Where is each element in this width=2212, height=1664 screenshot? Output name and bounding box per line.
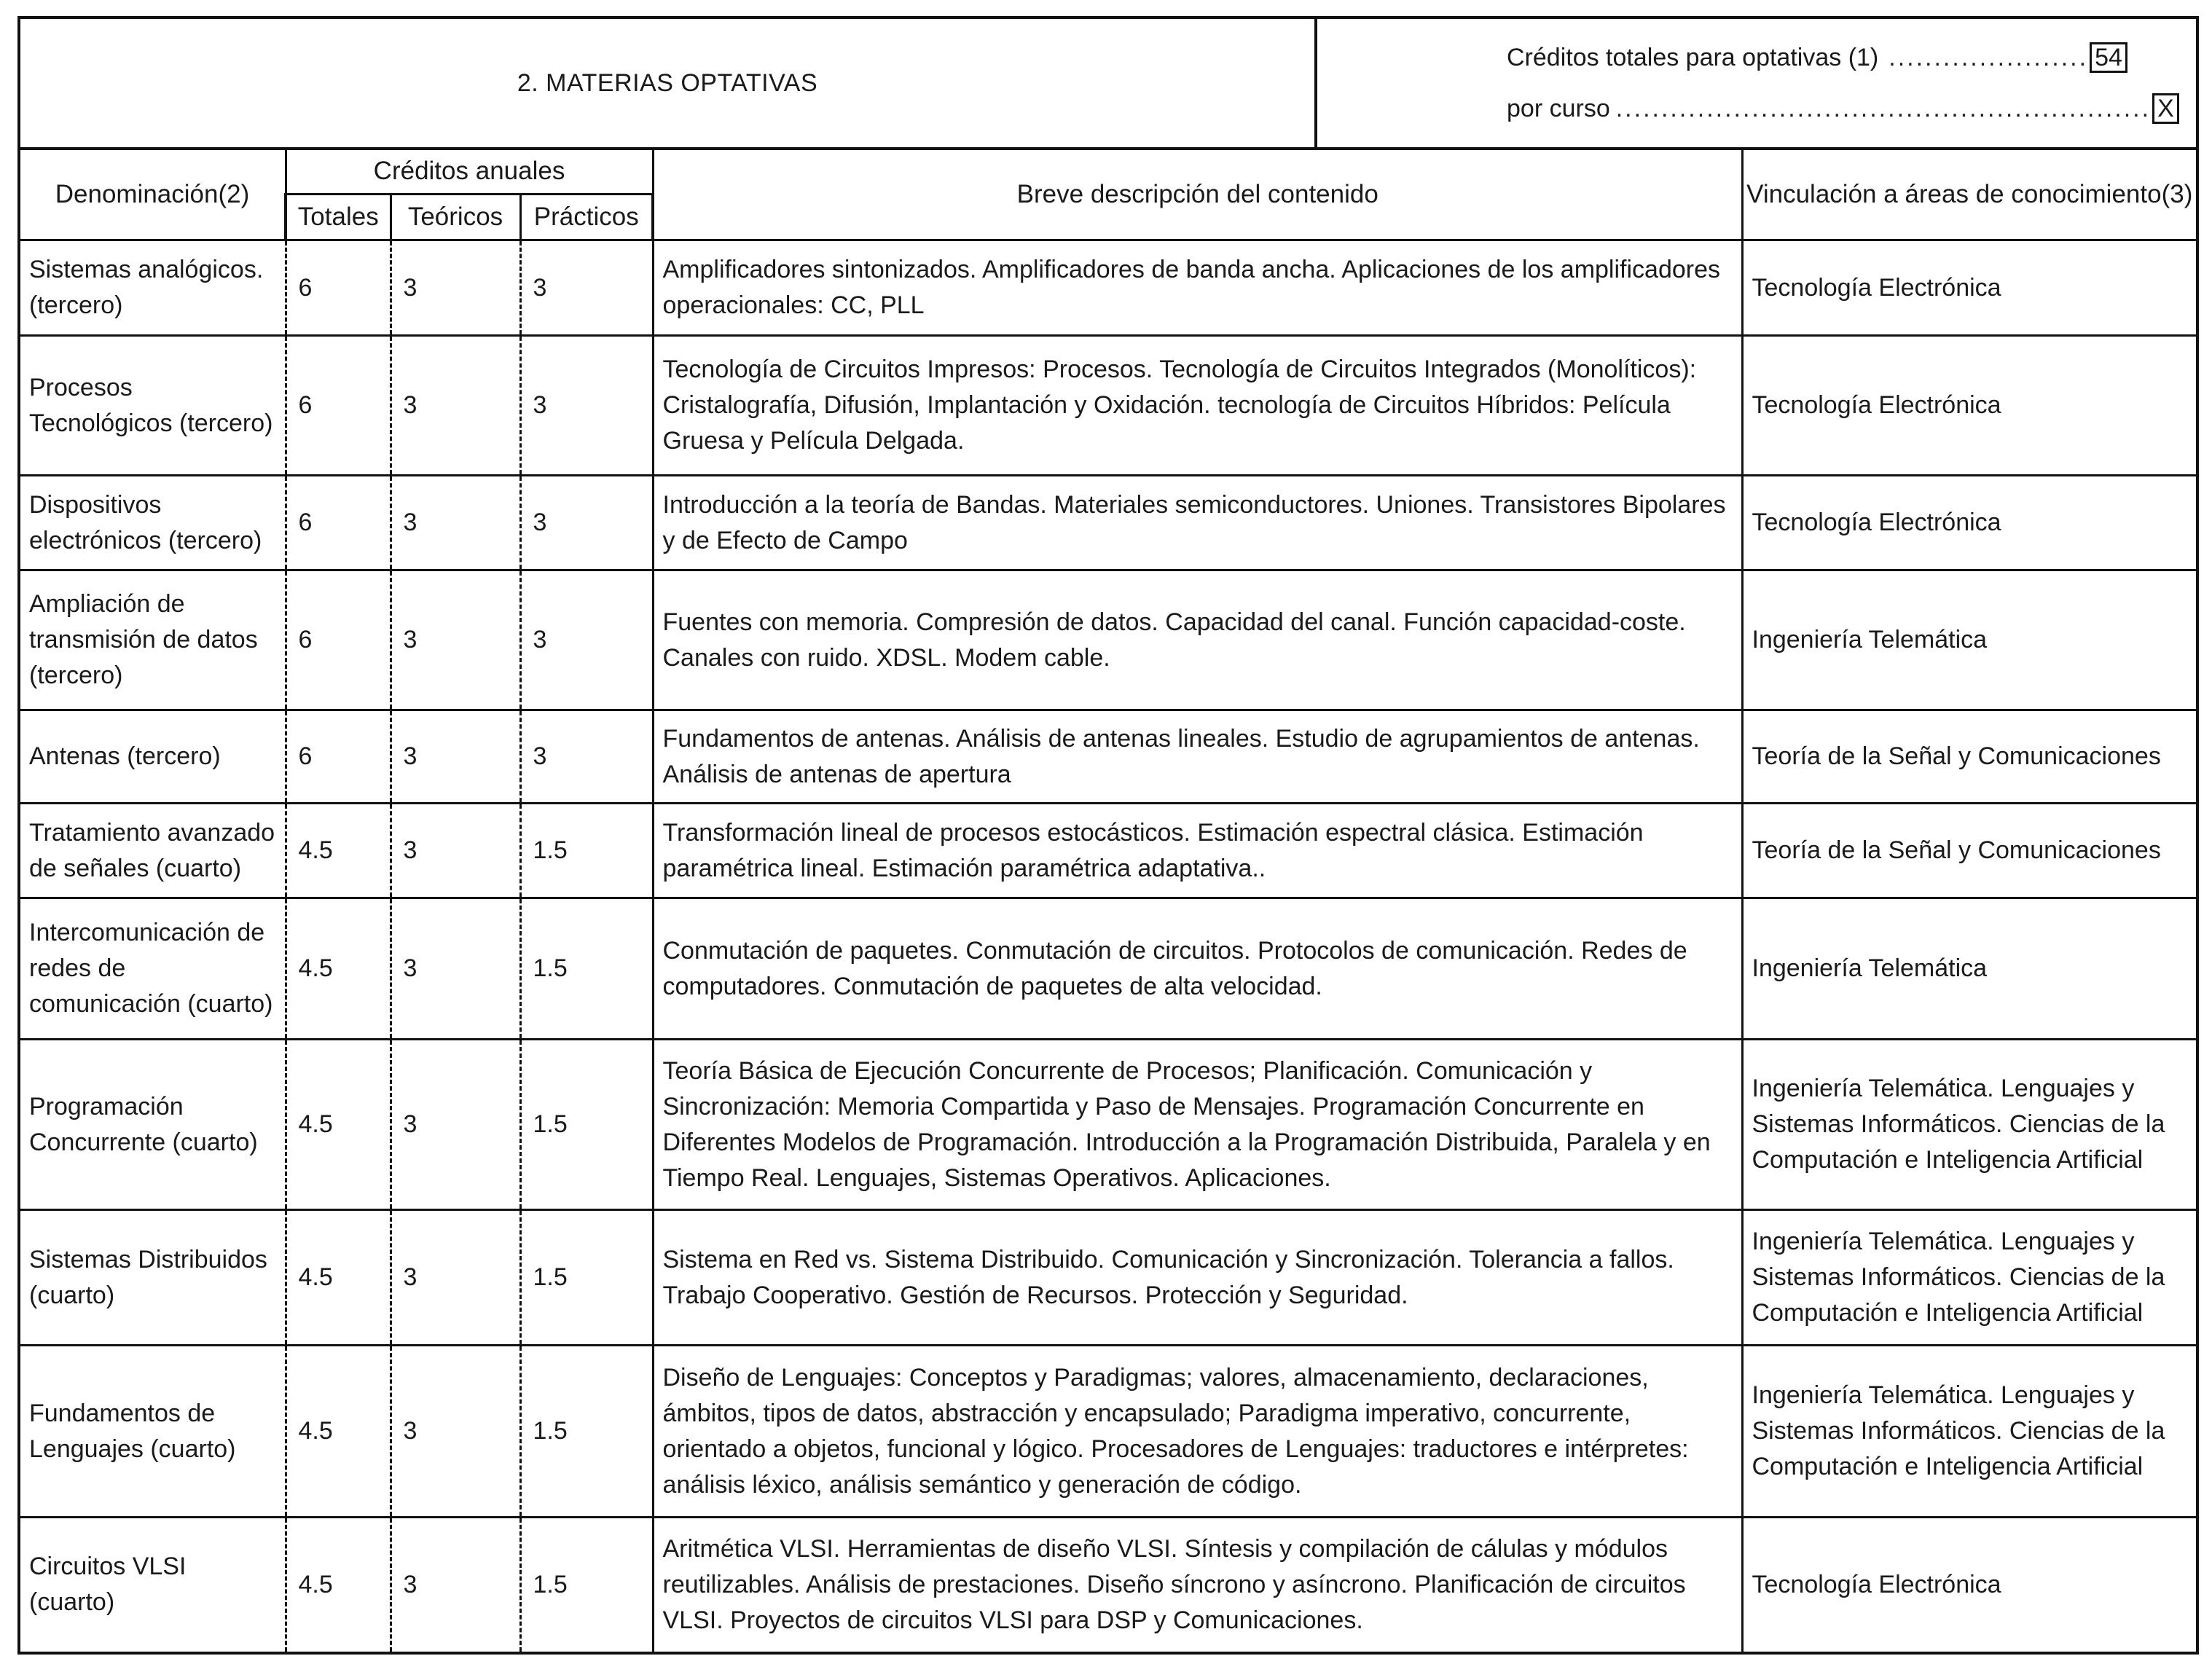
credits-theory: 3 xyxy=(391,1210,520,1346)
credits-theory: 3 xyxy=(391,570,520,710)
table-row xyxy=(19,476,2197,570)
credits-theory: 3 xyxy=(391,898,520,1040)
subject-description: Teoría Básica de Ejecución Concurrente de Procesos; Planificación. Comunicación y Sincronización: Memoria Compartida y Paso de Mensajes. Programación Concurrente en Diferentes Modelos de Programación. Introducción a la Programación Distribuida, Paralela y en Tiempo Real. Lenguajes, Sistemas Operativos. Aplicaciones. xyxy=(653,1040,1742,1210)
table-row xyxy=(19,898,2197,1040)
table-row xyxy=(19,240,2197,336)
knowledge-area: Tecnología Electrónica xyxy=(1742,336,2197,476)
credits-practice: 1.5 xyxy=(520,1040,653,1210)
col-creditos-anuales: Créditos anuales xyxy=(286,149,653,195)
credits-total: 6 xyxy=(286,570,391,710)
per-course-checkbox: X xyxy=(2152,93,2179,124)
credits-total: 4.5 xyxy=(286,804,391,898)
credits-total: 6 xyxy=(286,336,391,476)
table-row xyxy=(19,1346,2197,1518)
col-practicos: Prácticos xyxy=(520,195,653,240)
knowledge-area: Ingeniería Telemática xyxy=(1742,570,2197,710)
subjects-table xyxy=(17,147,2199,1655)
credits-practice: 1.5 xyxy=(520,804,653,898)
subject-name: Dispositivos electrónicos (tercero) xyxy=(19,476,286,570)
total-credits-label: Créditos totales para optativas (1) xyxy=(1507,44,1879,71)
total-credits-line xyxy=(1507,32,2195,83)
subject-description: Introducción a la teoría de Bandas. Materiales semiconductores. Uniones. Transistores Bipolares y de Efecto de Campo xyxy=(653,476,1742,570)
credits-total: 4.5 xyxy=(286,1210,391,1346)
subject-description: Fuentes con memoria. Compresión de datos. Capacidad del canal. Función capacidad-coste. Canales con ruido. XDSL. Modem cable. xyxy=(653,570,1742,710)
credits-total: 4.5 xyxy=(286,898,391,1040)
knowledge-area: Tecnología Electrónica xyxy=(1742,1518,2197,1653)
subject-name: Sistemas Distribuidos (cuarto) xyxy=(19,1210,286,1346)
credits-practice: 3 xyxy=(520,336,653,476)
table-row xyxy=(19,710,2197,804)
credits-practice: 3 xyxy=(520,476,653,570)
credits-theory: 3 xyxy=(391,1518,520,1653)
subject-name: Sistemas analógicos. (tercero) xyxy=(19,240,286,336)
subject-name: Procesos Tecnológicos (tercero) xyxy=(19,336,286,476)
subject-description: Amplificadores sintonizados. Amplificadores de banda ancha. Aplicaciones de los amplificadores operacionales: CC, PLL xyxy=(653,240,1742,336)
table-row xyxy=(19,1040,2197,1210)
section-title: 2. MATERIAS OPTATIVAS xyxy=(19,17,1316,149)
knowledge-area: Ingeniería Telemática. Lenguajes y Sistemas Informáticos. Ciencias de la Computación e Inteligencia Artificial xyxy=(1742,1346,2197,1518)
subject-name: Antenas (tercero) xyxy=(19,710,286,804)
subject-name: Tratamiento avanzado de señales (cuarto) xyxy=(19,804,286,898)
credits-practice: 3 xyxy=(520,570,653,710)
credits-total: 6 xyxy=(286,240,391,336)
credits-practice: 1.5 xyxy=(520,1518,653,1653)
table-row xyxy=(19,804,2197,898)
subject-name: Ampliación de transmisión de datos (tercero) xyxy=(19,570,286,710)
credits-theory: 3 xyxy=(391,1346,520,1518)
subject-description: Tecnología de Circuitos Impresos: Procesos. Tecnología de Circuitos Integrados (Monolíticos): Cristalografía, Difusión, Implantación y Oxidación. tecnología de Circuitos Híbridos: Película Gruesa y Película Delgada. xyxy=(653,336,1742,476)
credits-practice: 3 xyxy=(520,710,653,804)
credits-theory: 3 xyxy=(391,240,520,336)
knowledge-area: Tecnología Electrónica xyxy=(1742,240,2197,336)
col-vinculacion: Vinculación a áreas de conocimiento(3) xyxy=(1742,149,2197,240)
knowledge-area: Ingeniería Telemática. Lenguajes y Sistemas Informáticos. Ciencias de la Computación e Inteligencia Artificial xyxy=(1742,1040,2197,1210)
table-row xyxy=(19,1518,2197,1653)
subject-description: Fundamentos de antenas. Análisis de antenas lineales. Estudio de agrupamientos de antenas. Análisis de antenas de apertura xyxy=(653,710,1742,804)
credits-practice: 1.5 xyxy=(520,898,653,1040)
subject-name: Programación Concurrente (cuarto) xyxy=(19,1040,286,1210)
knowledge-area: Ingeniería Telemática xyxy=(1742,898,2197,1040)
credits-total: 6 xyxy=(286,710,391,804)
credits-practice: 3 xyxy=(520,240,653,336)
subject-description: Conmutación de paquetes. Conmutación de circuitos. Protocolos de comunicación. Redes de computadores. Conmutación de paquetes de alta velocidad. xyxy=(653,898,1742,1040)
total-credits-value: 54 xyxy=(2090,42,2127,73)
header-table xyxy=(17,16,2199,150)
table-row xyxy=(19,1210,2197,1346)
subject-name: Circuitos VLSI (cuarto) xyxy=(19,1518,286,1653)
subject-description: Diseño de Lenguajes: Conceptos y Paradigmas; valores, almacenamiento, declaraciones, ámbitos, tipos de datos, abstracción y encapsulado; Paradigma imperativo, concurrente, orientado a objetos, funcional y lógico. Procesadores de Lenguajes: traductores e intérpretes: análisis léxico, análisis semántico y generación de código. xyxy=(653,1346,1742,1518)
per-course-label: por curso xyxy=(1507,95,1610,122)
table-row xyxy=(19,336,2197,476)
credits-practice: 1.5 xyxy=(520,1210,653,1346)
per-course-dots: ........................................................... xyxy=(1615,95,2152,122)
subject-description: Sistema en Red vs. Sistema Distribuido. Comunicación y Sincronización. Tolerancia a fallos. Trabajo Cooperativo. Gestión de Recursos. Protección y Seguridad. xyxy=(653,1210,1742,1346)
total-credits-dots: ...................... xyxy=(1889,44,2089,71)
document-sheet xyxy=(17,16,2196,1655)
col-descripcion: Breve descripción del contenido xyxy=(653,149,1742,240)
credits-total: 4.5 xyxy=(286,1346,391,1518)
credits-total: 6 xyxy=(286,476,391,570)
credits-total: 4.5 xyxy=(286,1518,391,1653)
subject-description: Aritmética VLSI. Herramientas de diseño VLSI. Síntesis y compilación de cálulas y módulos reutilizables. Análisis de prestaciones. Diseño síncrono y asíncrono. Planificación de circuitos VLSI. Proyectos de circuitos VLSI para DSP y Comunicaciones. xyxy=(653,1518,1742,1653)
col-totales: Totales xyxy=(286,195,391,240)
credits-theory: 3 xyxy=(391,476,520,570)
credits-theory: 3 xyxy=(391,710,520,804)
subject-description: Transformación lineal de procesos estocásticos. Estimación espectral clásica. Estimación paramétrica lineal. Estimación paramétrica adaptativa.. xyxy=(653,804,1742,898)
col-denominacion: Denominación(2) xyxy=(19,149,286,240)
credits-theory: 3 xyxy=(391,1040,520,1210)
knowledge-area: Tecnología Electrónica xyxy=(1742,476,2197,570)
knowledge-area: Ingeniería Telemática. Lenguajes y Sistemas Informáticos. Ciencias de la Computación e Inteligencia Artificial xyxy=(1742,1210,2197,1346)
col-teoricos: Teóricos xyxy=(391,195,520,240)
per-course-line xyxy=(1507,83,2195,134)
table-row xyxy=(19,570,2197,710)
credits-theory: 3 xyxy=(391,336,520,476)
knowledge-area: Teoría de la Señal y Comunicaciones xyxy=(1742,710,2197,804)
credits-theory: 3 xyxy=(391,804,520,898)
subject-name: Fundamentos de Lenguajes (cuarto) xyxy=(19,1346,286,1518)
subject-name: Intercomunicación de redes de comunicación (cuarto) xyxy=(19,898,286,1040)
credits-summary xyxy=(1316,17,2197,149)
credits-practice: 1.5 xyxy=(520,1346,653,1518)
credits-total: 4.5 xyxy=(286,1040,391,1210)
knowledge-area: Teoría de la Señal y Comunicaciones xyxy=(1742,804,2197,898)
